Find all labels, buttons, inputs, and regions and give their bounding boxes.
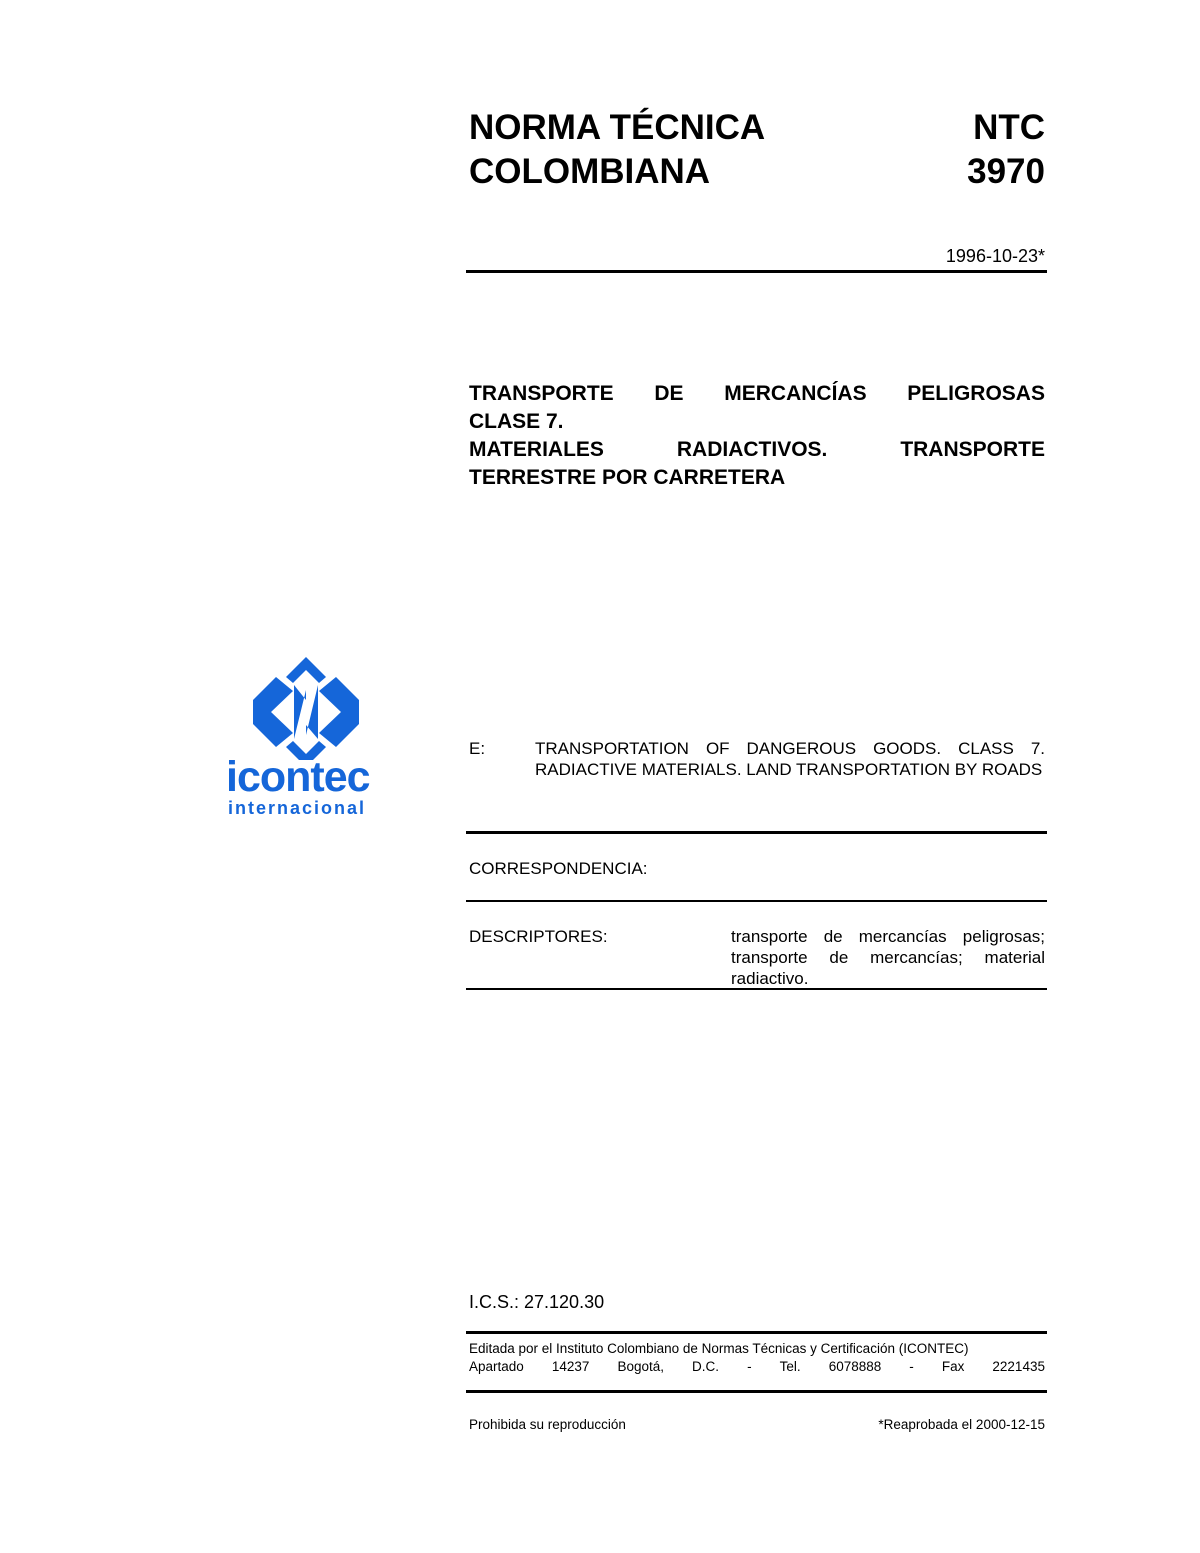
title-word: DE <box>654 382 684 405</box>
title-line-1 <box>469 380 1045 408</box>
divider-footer-top <box>466 1331 1047 1334</box>
divider-top <box>466 270 1047 273</box>
english-title: TRANSPORTATION OF DANGEROUS GOODS. CLASS 7. RADIACTIVE MATERIALS. LAND TRANSPORTATION BY ROADS <box>535 739 1045 779</box>
footer-address-word: Apartado <box>469 1359 524 1374</box>
descriptores-text: transporte de mercancías peligrosas; transporte de mercancías; material radiactivo. <box>731 927 1045 988</box>
standard-number: 3970 <box>967 152 1045 191</box>
icontec-n-mark-icon <box>251 655 361 760</box>
reproduction-notice: Prohibida su reproducción <box>469 1417 626 1432</box>
title-line-3 <box>469 436 1045 464</box>
footer-address-word: Tel. <box>779 1359 801 1374</box>
footer-address-word: D.C. <box>692 1359 720 1374</box>
descriptores-label: DESCRIPTORES: <box>469 927 608 946</box>
divider-descriptores <box>466 988 1047 990</box>
title-word: MATERIALES <box>469 438 604 461</box>
divider-english <box>466 831 1047 834</box>
english-label: E: <box>469 739 486 758</box>
footer-address-word: Fax <box>941 1359 965 1374</box>
title-word: TRANSPORTE <box>469 382 614 405</box>
title-line-2: CLASE 7. <box>469 410 564 433</box>
standard-type-line2: COLOMBIANA <box>469 152 711 191</box>
title-word: PELIGROSAS <box>907 382 1045 405</box>
divider-footer-bottom <box>466 1390 1047 1393</box>
icontec-logo <box>226 655 386 820</box>
document-title <box>469 380 1045 492</box>
footer-address-word: - <box>909 1359 914 1374</box>
ics-code: I.C.S.: 27.120.30 <box>469 1292 605 1312</box>
logo-wordmark: icontec <box>226 753 370 801</box>
title-word: MERCANCÍAS <box>724 382 867 405</box>
logo-subtitle: internacional <box>228 798 367 818</box>
footer-address-word: Bogotá, <box>617 1359 664 1374</box>
standard-type-line1: NORMA TÉCNICA <box>469 108 766 147</box>
footer-address-word: 14237 <box>551 1359 590 1374</box>
footer-address-word: 6078888 <box>828 1359 882 1374</box>
footer-address <box>469 1358 1045 1376</box>
correspondencia-label: CORRESPONDENCIA: <box>469 859 648 878</box>
standard-code: NTC <box>973 108 1045 147</box>
footer-address-word: 2221435 <box>992 1359 1045 1374</box>
publication-date: 1996-10-23* <box>945 246 1045 266</box>
title-word: RADIACTIVOS. <box>676 438 828 461</box>
title-line-4: TERRESTRE POR CARRETERA <box>469 466 786 489</box>
footer-publisher: Editada por el Instituto Colombiano de Normas Técnicas y Certificación (ICONTEC) <box>469 1341 969 1356</box>
title-word: TRANSPORTE <box>900 438 1045 461</box>
reapproval-note: *Reaprobada el 2000-12-15 <box>878 1417 1045 1432</box>
footer-address-word: - <box>747 1359 752 1374</box>
divider-correspondencia <box>466 900 1047 902</box>
